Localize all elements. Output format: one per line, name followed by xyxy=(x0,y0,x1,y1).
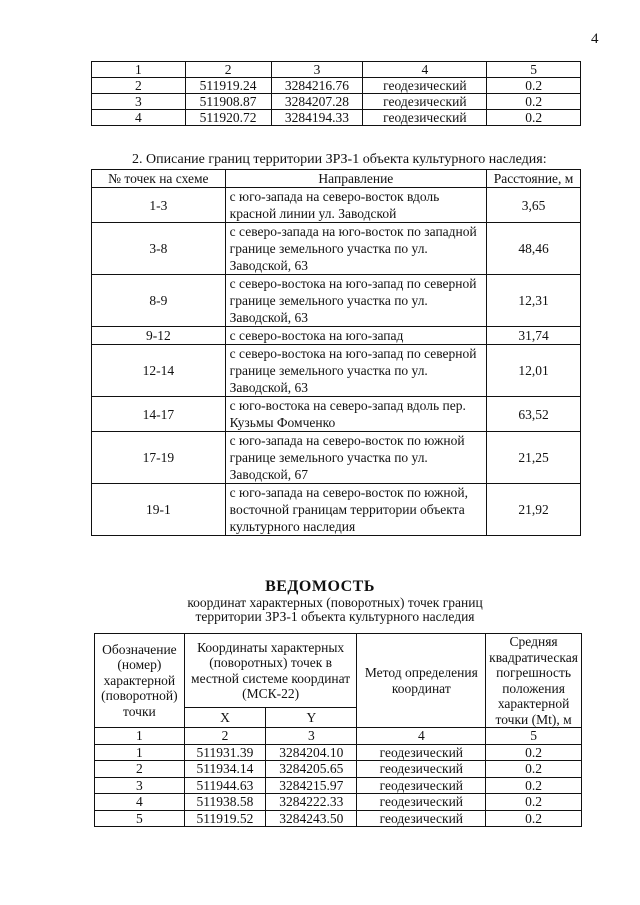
section-title: 2. Описание границ территории ЗРЗ-1 объекта культурного наследия: xyxy=(132,152,547,167)
method: геодезический xyxy=(357,810,486,827)
direction-cell: с юго-востока на северо-запад вдоль пер. Кузьмы Фомченко xyxy=(225,397,486,432)
points-cell: 17-19 xyxy=(92,432,226,484)
header-method: Метод определения координат xyxy=(357,634,486,728)
table-row xyxy=(92,432,581,484)
column-number: 1 xyxy=(92,62,186,78)
table-numbering-row xyxy=(95,728,582,745)
error-value: 0.2 xyxy=(486,761,582,778)
table-row xyxy=(92,110,581,126)
point-number: 3 xyxy=(95,777,185,794)
method: геодезический xyxy=(357,744,486,761)
distance-cell: 48,46 xyxy=(487,223,581,275)
subtitle-line: территории ЗРЗ-1 объекта культурного наследия xyxy=(195,609,475,624)
method: геодезический xyxy=(363,94,487,110)
distance-cell: 12,31 xyxy=(487,275,581,327)
point-number: 2 xyxy=(92,78,186,94)
table-row xyxy=(95,777,582,794)
error-value: 0.2 xyxy=(486,777,582,794)
direction-cell: с юго-запада на северо-восток по южной, восточной границам территории объекта культурного наследия xyxy=(225,484,486,536)
table-row xyxy=(95,744,582,761)
header-distance: Расстояние, м xyxy=(487,170,581,188)
points-cell: 12-14 xyxy=(92,345,226,397)
y-coordinate: 3284216.76 xyxy=(271,78,363,94)
y-coordinate: 3284205.65 xyxy=(266,761,357,778)
method: геодезический xyxy=(357,794,486,811)
direction-cell: с юго-запада на северо-восток по южной границе земельного участка по ул. Заводской, 67 xyxy=(225,432,486,484)
points-cell: 1-3 xyxy=(92,188,226,223)
error-value: 0.2 xyxy=(487,110,581,126)
distance-cell: 63,52 xyxy=(487,397,581,432)
table-row xyxy=(95,810,582,827)
header-coordinates: Координаты характерных (поворотных) точек в местной системе координат (МСК-22) xyxy=(184,634,357,708)
y-coordinate: 3284204.10 xyxy=(266,744,357,761)
direction-cell: с северо-востока на юго-запад xyxy=(225,327,486,345)
column-number: 2 xyxy=(184,728,265,745)
points-cell: 14-17 xyxy=(92,397,226,432)
x-coordinate: 511938.58 xyxy=(184,794,265,811)
vedomost-subtitle xyxy=(0,596,640,624)
table-row xyxy=(92,397,581,432)
x-coordinate: 511908.87 xyxy=(185,94,271,110)
distance-cell: 21,92 xyxy=(487,484,581,536)
header-points: № точек на схеме xyxy=(92,170,226,188)
column-number: 4 xyxy=(357,728,486,745)
method: геодезический xyxy=(357,761,486,778)
vedomost-coordinates-table xyxy=(94,633,582,827)
header-x: X xyxy=(184,708,265,728)
point-number: 5 xyxy=(95,810,185,827)
column-number: 3 xyxy=(271,62,363,78)
header-y: Y xyxy=(266,708,357,728)
y-coordinate: 3284222.33 xyxy=(266,794,357,811)
table-header-row xyxy=(92,170,581,188)
direction-cell: с северо-востока на юго-запад по северной границе земельного участка по ул. Заводской, 63 xyxy=(225,275,486,327)
direction-cell: с северо-запада на юго-восток по западной границе земельного участка по ул. Заводской, 63 xyxy=(225,223,486,275)
y-coordinate: 3284243.50 xyxy=(266,810,357,827)
x-coordinate: 511934.14 xyxy=(184,761,265,778)
points-cell: 8-9 xyxy=(92,275,226,327)
table-row xyxy=(92,223,581,275)
table-row xyxy=(92,188,581,223)
table-row xyxy=(92,78,581,94)
table-row xyxy=(92,484,581,536)
points-cell: 19-1 xyxy=(92,484,226,536)
table-row xyxy=(92,94,581,110)
column-number: 3 xyxy=(266,728,357,745)
header-error: Средняя квадратическая погрешность положения характерной точки (Mt), м xyxy=(486,634,582,728)
column-number: 5 xyxy=(486,728,582,745)
table-row xyxy=(92,345,581,397)
point-number: 1 xyxy=(95,744,185,761)
method: геодезический xyxy=(363,110,487,126)
x-coordinate: 511931.39 xyxy=(184,744,265,761)
method: геодезический xyxy=(363,78,487,94)
points-cell: 3-8 xyxy=(92,223,226,275)
table-row xyxy=(92,275,581,327)
table-header-row xyxy=(95,634,582,708)
distance-cell: 21,25 xyxy=(487,432,581,484)
point-number: 4 xyxy=(92,110,186,126)
header-point-designation: Обозначение (номер) характерной (поворотной) точки xyxy=(95,634,185,728)
distance-cell: 31,74 xyxy=(487,327,581,345)
x-coordinate: 511919.52 xyxy=(184,810,265,827)
boundary-description-table xyxy=(91,169,581,536)
table-row xyxy=(95,794,582,811)
error-value: 0.2 xyxy=(487,78,581,94)
table-row xyxy=(92,327,581,345)
table-row xyxy=(95,761,582,778)
points-cell: 9-12 xyxy=(92,327,226,345)
distance-cell: 3,65 xyxy=(487,188,581,223)
error-value: 0.2 xyxy=(486,744,582,761)
error-value: 0.2 xyxy=(486,810,582,827)
column-number: 5 xyxy=(487,62,581,78)
point-number: 2 xyxy=(95,761,185,778)
error-value: 0.2 xyxy=(486,794,582,811)
coordinates-table-continued xyxy=(91,61,581,126)
table-header-row xyxy=(92,62,581,78)
column-number: 2 xyxy=(185,62,271,78)
direction-cell: с северо-востока на юго-запад по северной границе земельного участка по ул. Заводской, 63 xyxy=(225,345,486,397)
header-direction: Направление xyxy=(225,170,486,188)
column-number: 4 xyxy=(363,62,487,78)
page-number: 4 xyxy=(591,31,599,47)
x-coordinate: 511920.72 xyxy=(185,110,271,126)
distance-cell: 12,01 xyxy=(487,345,581,397)
vedomost-title: ВЕДОМОСТЬ xyxy=(265,578,375,595)
point-number: 3 xyxy=(92,94,186,110)
y-coordinate: 3284215.97 xyxy=(266,777,357,794)
x-coordinate: 511944.63 xyxy=(184,777,265,794)
x-coordinate: 511919.24 xyxy=(185,78,271,94)
error-value: 0.2 xyxy=(487,94,581,110)
point-number: 4 xyxy=(95,794,185,811)
subtitle-line: координат характерных (поворотных) точек границ xyxy=(187,595,483,610)
column-number: 1 xyxy=(95,728,185,745)
method: геодезический xyxy=(357,777,486,794)
y-coordinate: 3284207.28 xyxy=(271,94,363,110)
y-coordinate: 3284194.33 xyxy=(271,110,363,126)
direction-cell: с юго-запада на северо-восток вдоль красной линии ул. Заводской xyxy=(225,188,486,223)
